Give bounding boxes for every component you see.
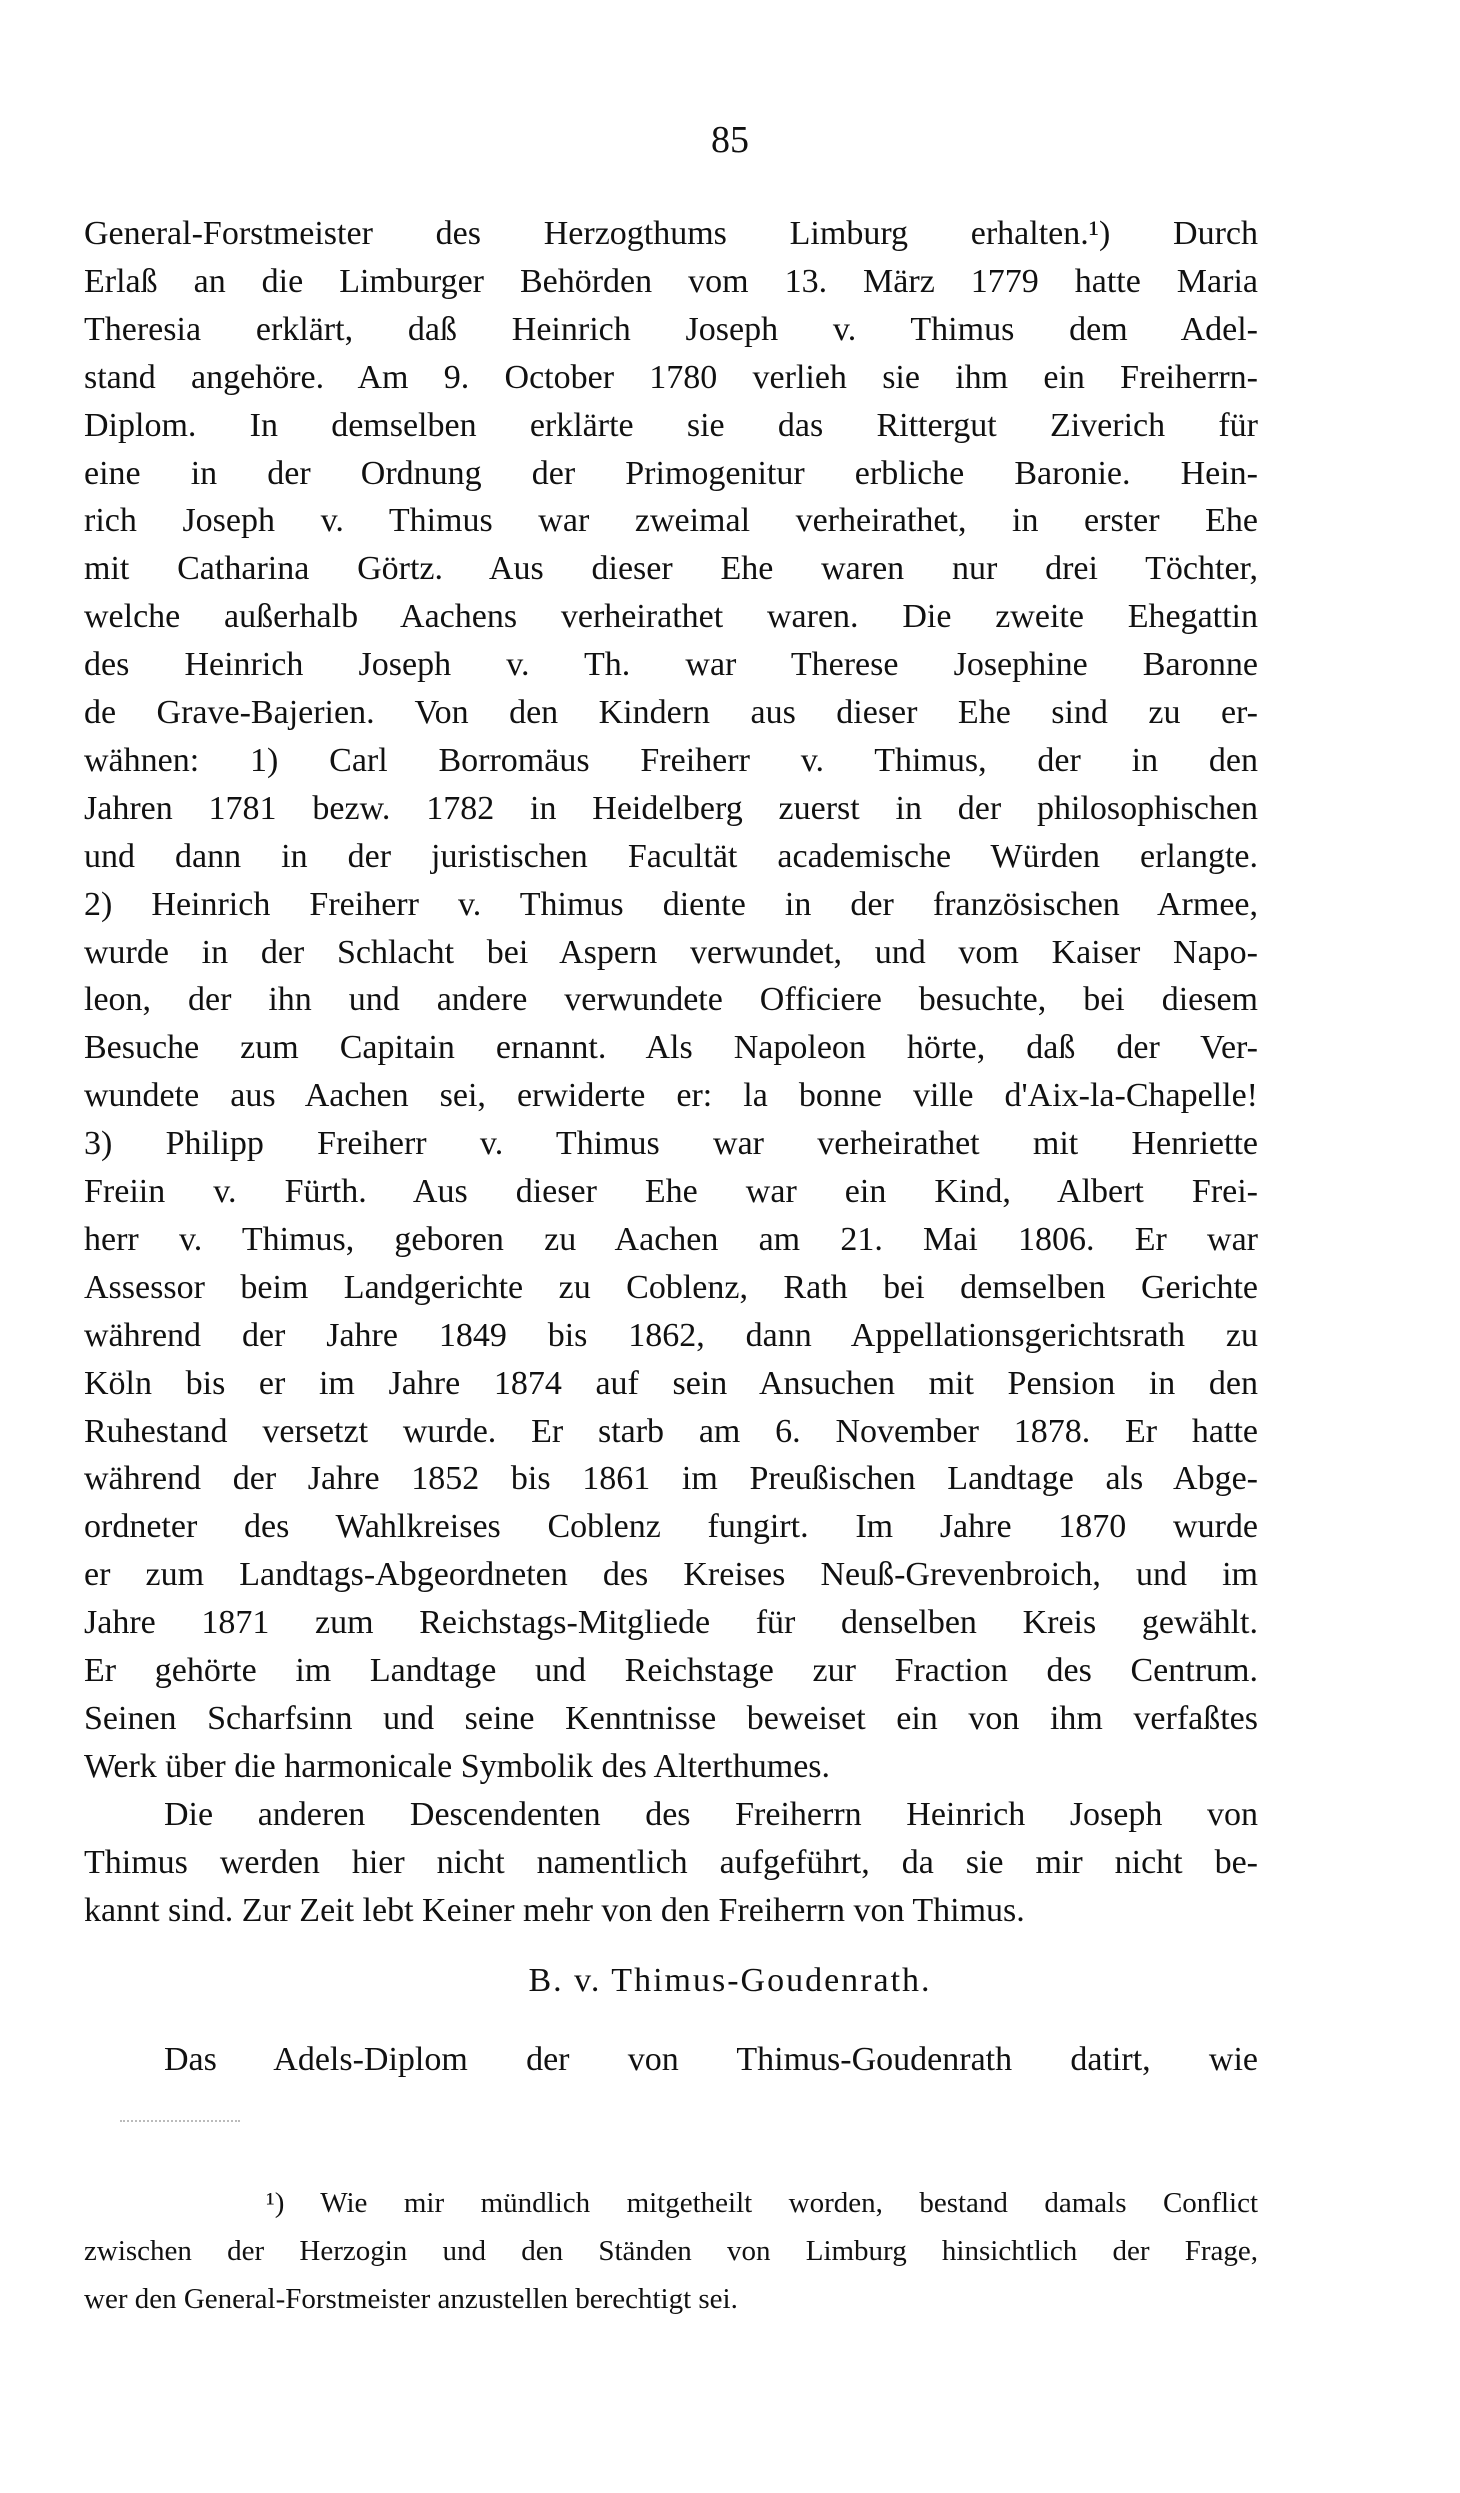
paragraph-line: Ruhestand versetzt wurde. Er starb am 6. November 1878. Er hatte (84, 1412, 1258, 1450)
paragraph-line: ordneter des Wahlkreises Coblenz fungirt. Im Jahre 1870 wurde (84, 1508, 1258, 1546)
paragraph-line: General-Forstmeister des Herzogthums Limburg erhalten.¹) Durch (84, 215, 1258, 252)
paragraph-line: Die anderen Descendenten des Freiherrn Heinrich Joseph von (164, 1795, 1258, 1833)
paragraph-line: kannt sind. Zur Zeit lebt Keiner mehr von den Freiherrn von Thimus. (84, 1891, 1025, 1929)
paragraph-line: welche außerhalb Aachens verheirathet waren. Die zweite Ehegattin (84, 598, 1258, 636)
section-heading: B. v. Thimus-Goudenrath. (528, 1962, 932, 1999)
paragraph-line: Diplom. In demselben erklärte sie das Rittergut Ziverich für (84, 406, 1258, 444)
paragraph-line: Besuche zum Capitain ernannt. Als Napoleon hörte, daß der Ver- (84, 1029, 1258, 1067)
paragraph-line: wurde in der Schlacht bei Aspern verwundet, und vom Kaiser Napo- (84, 933, 1258, 971)
footnote-line: ¹) Wie mir mündlich mitgetheilt worden, bestand damals Conflict (266, 2187, 1258, 2219)
paragraph-line: stand angehöre. Am 9. October 1780 verlieh sie ihm ein Freiherrn- (84, 358, 1258, 396)
paragraph-line: Er gehörte im Landtage und Reichstage zur Fraction des Centrum. (84, 1652, 1258, 1689)
paragraph-line: während der Jahre 1852 bis 1861 im Preußischen Landtage als Abge- (84, 1460, 1258, 1498)
paragraph-line: Theresia erklärt, daß Heinrich Joseph v. Thimus dem Adel- (84, 310, 1258, 348)
paragraph-line: Assessor beim Landgerichte zu Coblenz, Rath bei demselben Gerichte (84, 1268, 1258, 1306)
paragraph-line: Jahren 1781 bezw. 1782 in Heidelberg zuerst in der philosophischen (84, 789, 1258, 827)
footnote-divider (120, 2120, 240, 2122)
paragraph-line: des Heinrich Joseph v. Th. war Therese Josephine Baronne (84, 646, 1258, 684)
paragraph-line: Jahre 1871 zum Reichstags-Mitgliede für denselben Kreis gewählt. (84, 1604, 1258, 1642)
paragraph-line: wundete aus Aachen sei, erwiderte er: la bonne ville d'Aix-la-Chapelle! (84, 1077, 1258, 1115)
paragraph-line: er zum Landtags-Abgeordneten des Kreises Neuß-Grevenbroich, und im (84, 1556, 1258, 1594)
footnote-line: zwischen der Herzogin und den Ständen von Limburg hinsichtlich der Frage, (84, 2235, 1258, 2267)
paragraph-line: mit Catharina Görtz. Aus dieser Ehe waren nur drei Töchter, (84, 550, 1258, 588)
paragraph-line: Werk über die harmonicale Symbolik des Alterthumes. (84, 1747, 831, 1785)
paragraph-line: leon, der ihn und andere verwundete Officiere besuchte, bei diesem (84, 981, 1258, 1019)
paragraph-line: Köln bis er im Jahre 1874 auf sein Ansuchen mit Pension in den (84, 1364, 1258, 1402)
paragraph-line: eine in der Ordnung der Primogenitur erbliche Baronie. Hein- (84, 454, 1258, 492)
footnote-line: wer den General-Forstmeister anzustellen berechtigt sei. (84, 2283, 738, 2315)
paragraph-line: de Grave-Bajerien. Von den Kindern aus dieser Ehe sind zu er- (84, 694, 1258, 731)
paragraph-line: Thimus werden hier nicht namentlich aufgeführt, da sie mir nicht be- (84, 1843, 1258, 1881)
paragraph-line: während der Jahre 1849 bis 1862, dann Appellationsgerichtsrath zu (84, 1316, 1258, 1354)
paragraph-line: herr v. Thimus, geboren zu Aachen am 21. Mai 1806. Er war (84, 1220, 1258, 1258)
paragraph-line: wähnen: 1) Carl Borromäus Freiherr v. Thimus, der in den (84, 741, 1258, 779)
paragraph-line: rich Joseph v. Thimus war zweimal verheirathet, in erster Ehe (84, 502, 1258, 540)
paragraph-line: 2) Heinrich Freiherr v. Thimus diente in der französischen Armee, (84, 885, 1258, 923)
paragraph-line: und dann in der juristischen Facultät academische Würden erlangte. (84, 837, 1258, 875)
paragraph-line: Seinen Scharfsinn und seine Kenntnisse beweiset ein von ihm verfaßtes (84, 1699, 1258, 1737)
paragraph-line: Freiin v. Fürth. Aus dieser Ehe war ein Kind, Albert Frei- (84, 1173, 1258, 1210)
page-number: 85 (711, 119, 749, 161)
paragraph-line: Erlaß an die Limburger Behörden vom 13. März 1779 hatte Maria (84, 262, 1258, 300)
paragraph-line: Das Adels-Diplom der von Thimus-Goudenrath datirt, wie (164, 2041, 1258, 2078)
paragraph-line: 3) Philipp Freiherr v. Thimus war verheirathet mit Henriette (84, 1125, 1258, 1163)
